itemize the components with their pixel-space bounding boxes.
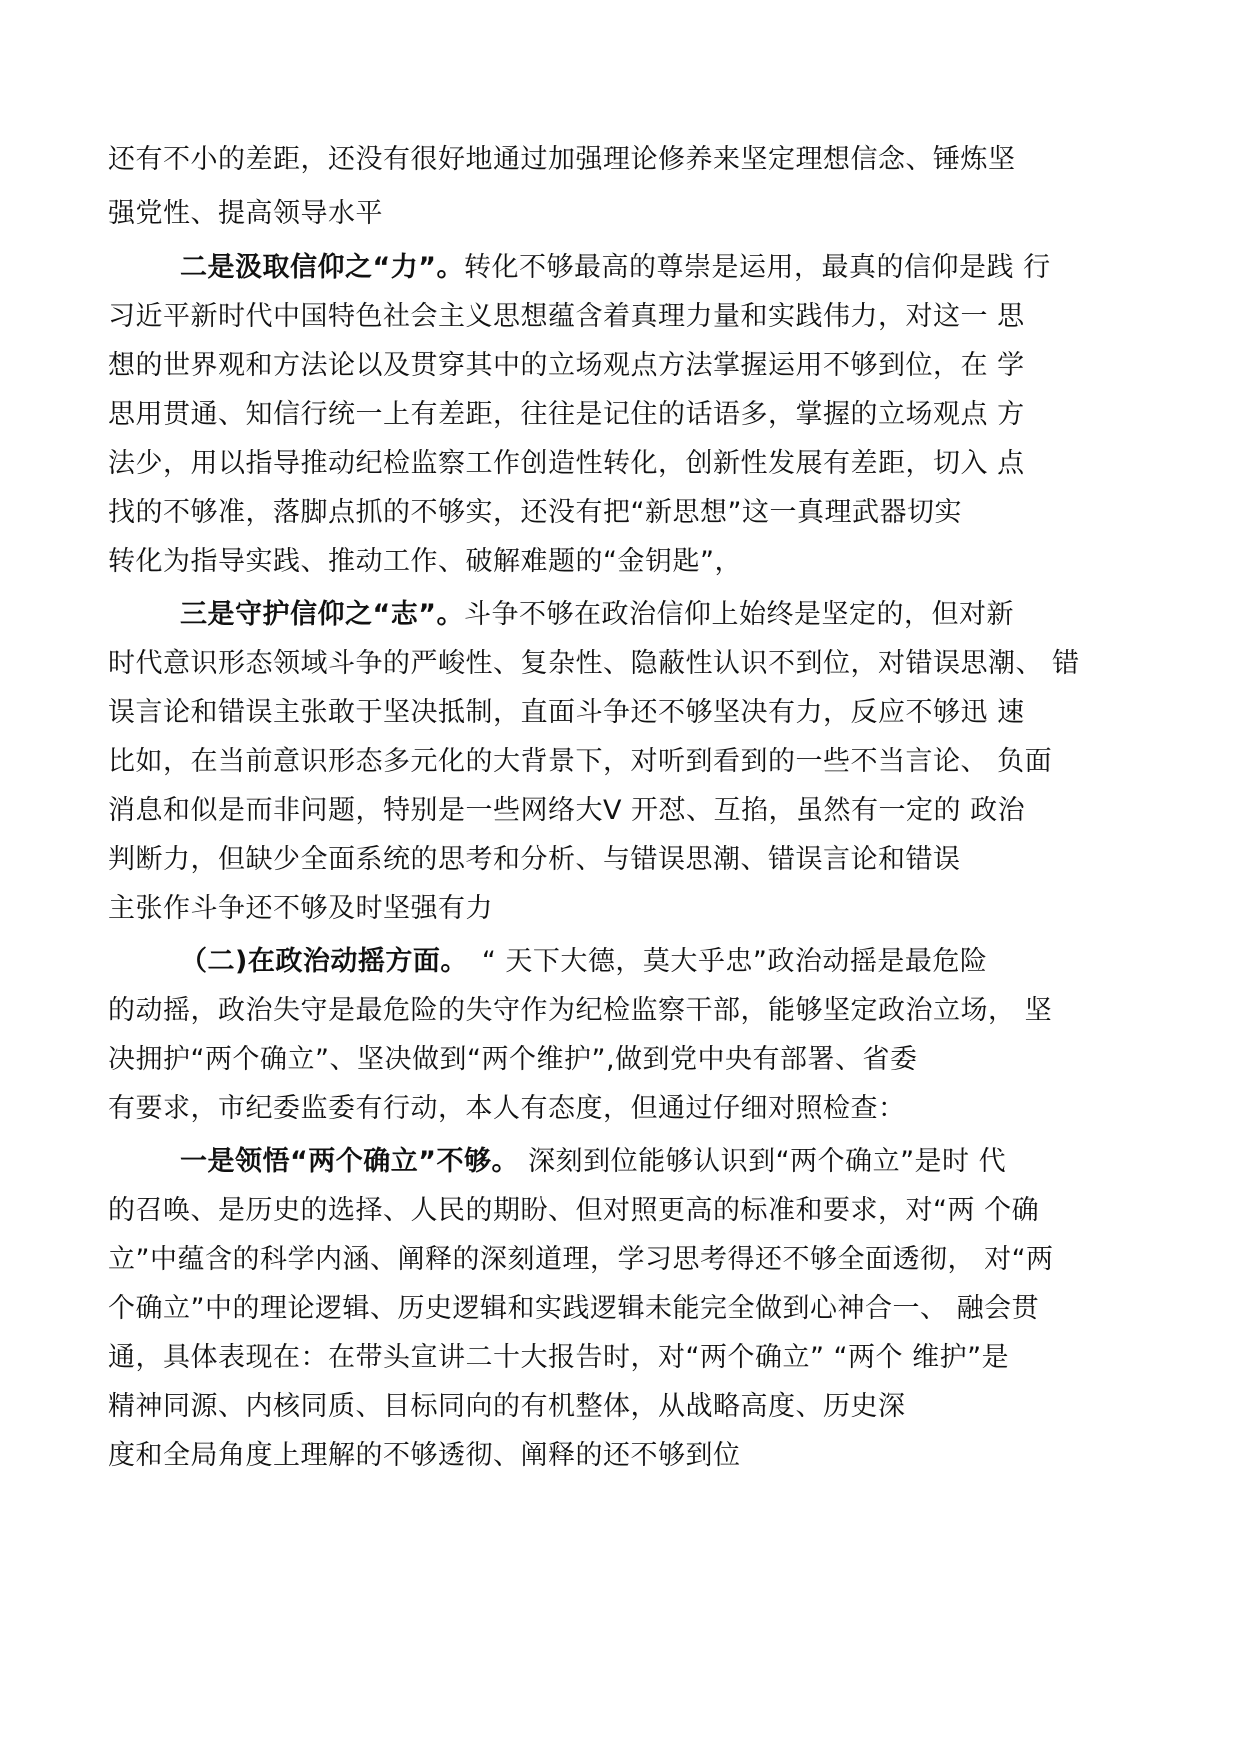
line-text: 找的不够准，落脚点抓的不够实，还没有把“新思想”这一真理武器切实 [108, 497, 962, 528]
paragraph-line [108, 196, 383, 232]
line-text: 主张作斗争还不够及时坚强有力 [108, 893, 493, 924]
line-text: 度和全局角度上理解的不够透彻、阐释的还不够到位 [108, 1440, 741, 1471]
paragraph-heading: 一是领悟“两个确立”不够。 [180, 1146, 519, 1177]
line-text: 误言论和错误主张敢于坚决抵制，直面斗争还不够坚决有力，反应不够迅 速 [108, 697, 1025, 728]
line-text: 比如，在当前意识形态多元化的大背景下，对听到看到的一些不当言论、 负面 [108, 746, 1053, 777]
paragraph-line [108, 744, 1052, 780]
paragraph-line [108, 1242, 1054, 1278]
line-text: 有要求，市纪委监委有行动，本人有态度，但通过仔细对照检查： [108, 1093, 906, 1124]
section-heading: （二)在政治动摇方面。 [180, 946, 455, 977]
line-text: 习近平新时代中国特色社会主义思想蕴含着真理力量和实践伟力，对这一 思 [108, 301, 1025, 332]
paragraph-line [108, 348, 1025, 384]
paragraph-line [108, 1438, 741, 1474]
paragraph-line [108, 891, 493, 927]
line-text: 精神同源、内核同质、目标同向的有机整体，从战略高度、历史深 [108, 1391, 906, 1422]
line-text: 的召唤、是历史的选择、人民的期盼、但对照更高的标准和要求，对“两 个确 [108, 1195, 1040, 1226]
line-text: 思用贯通、知信行统一上有差距，往往是记住的话语多，掌握的立场观点 方 [108, 399, 1025, 430]
paragraph-line [108, 695, 1025, 731]
paragraph-line [108, 1193, 1039, 1229]
line-text: 转化不够最高的尊崇是运用，最真的信仰是践 行 [464, 252, 1051, 283]
paragraph-line [108, 842, 961, 878]
line-text: 决拥护“两个确立”、坚决做到“两个维护”,做到党中央有部署、省委 [108, 1044, 918, 1075]
paragraph-line [108, 993, 1052, 1029]
line-text: 斗争不够在政治信仰上始终是坚定的，但对新 [464, 599, 1014, 630]
paragraph-line [108, 142, 1016, 178]
line-text: 想的世界观和方法论以及贯穿其中的立场观点方法掌握运用不够到位，在 学 [108, 350, 1025, 381]
paragraph-line [108, 299, 1025, 335]
paragraph-line [108, 1291, 1039, 1327]
paragraph-line [180, 944, 987, 980]
paragraph-line [180, 597, 1014, 633]
line-text: 通，具体表现在：在带头宣讲二十大报告时，对“两个确立” “两个 维护”是 [108, 1342, 1010, 1373]
line-text: “ 天下大德，莫大乎忠”政治动摇是最危险 [454, 946, 988, 977]
line-text: 还有不小的差距，还没有很好地通过加强理论修养来坚定理想信念、锤炼坚 [108, 144, 1016, 175]
line-text: 判断力，但缺少全面系统的思考和分析、与错误思潮、错误言论和错误 [108, 844, 961, 875]
paragraph-line [108, 1340, 1009, 1376]
line-text: 的动摇，政治失守是最危险的失守作为纪检监察干部，能够坚定政治立场， 坚 [108, 995, 1053, 1026]
line-text: 消息和似是而非问题，特别是一些网络大V 开怼、互掐，虽然有一定的 政治 [108, 795, 1026, 826]
paragraph-line [180, 250, 1051, 286]
paragraph-line [108, 495, 962, 531]
paragraph-heading: 三是守护信仰之“志”。 [180, 599, 464, 630]
paragraph-line [108, 397, 1025, 433]
line-text: 强党性、提高领导水平 [108, 198, 383, 229]
paragraph-line [108, 1091, 906, 1127]
line-text: 时代意识形态领域斗争的严峻性、复杂性、隐蔽性认识不到位，对错误思潮、 错 [108, 648, 1080, 679]
line-text: 个确立”中的理论逻辑、历史逻辑和实践逻辑未能完全做到心神合一、 融会贯 [108, 1293, 1040, 1324]
paragraph-heading: 二是汲取信仰之“力”。 [180, 252, 464, 283]
paragraph-line [108, 1389, 906, 1425]
line-text: 法少，用以指导推动纪检监察工作创造性转化，创新性发展有差距，切入 点 [108, 448, 1025, 479]
paragraph-line [108, 1042, 918, 1078]
paragraph-line [108, 446, 1025, 482]
line-text: 转化为指导实践、推动工作、破解难题的“金钥匙”， [108, 546, 742, 577]
line-text: 深刻到位能够认识到“两个确立”是时 代 [519, 1146, 1007, 1177]
paragraph-line [108, 544, 742, 580]
paragraph-line [180, 1144, 1006, 1180]
paragraph-line [108, 646, 1080, 682]
line-text: 立”中蕴含的科学内涵、阐释的深刻道理，学习思考得还不够全面透彻， 对“两 [108, 1244, 1054, 1275]
paragraph-line [108, 793, 1025, 829]
